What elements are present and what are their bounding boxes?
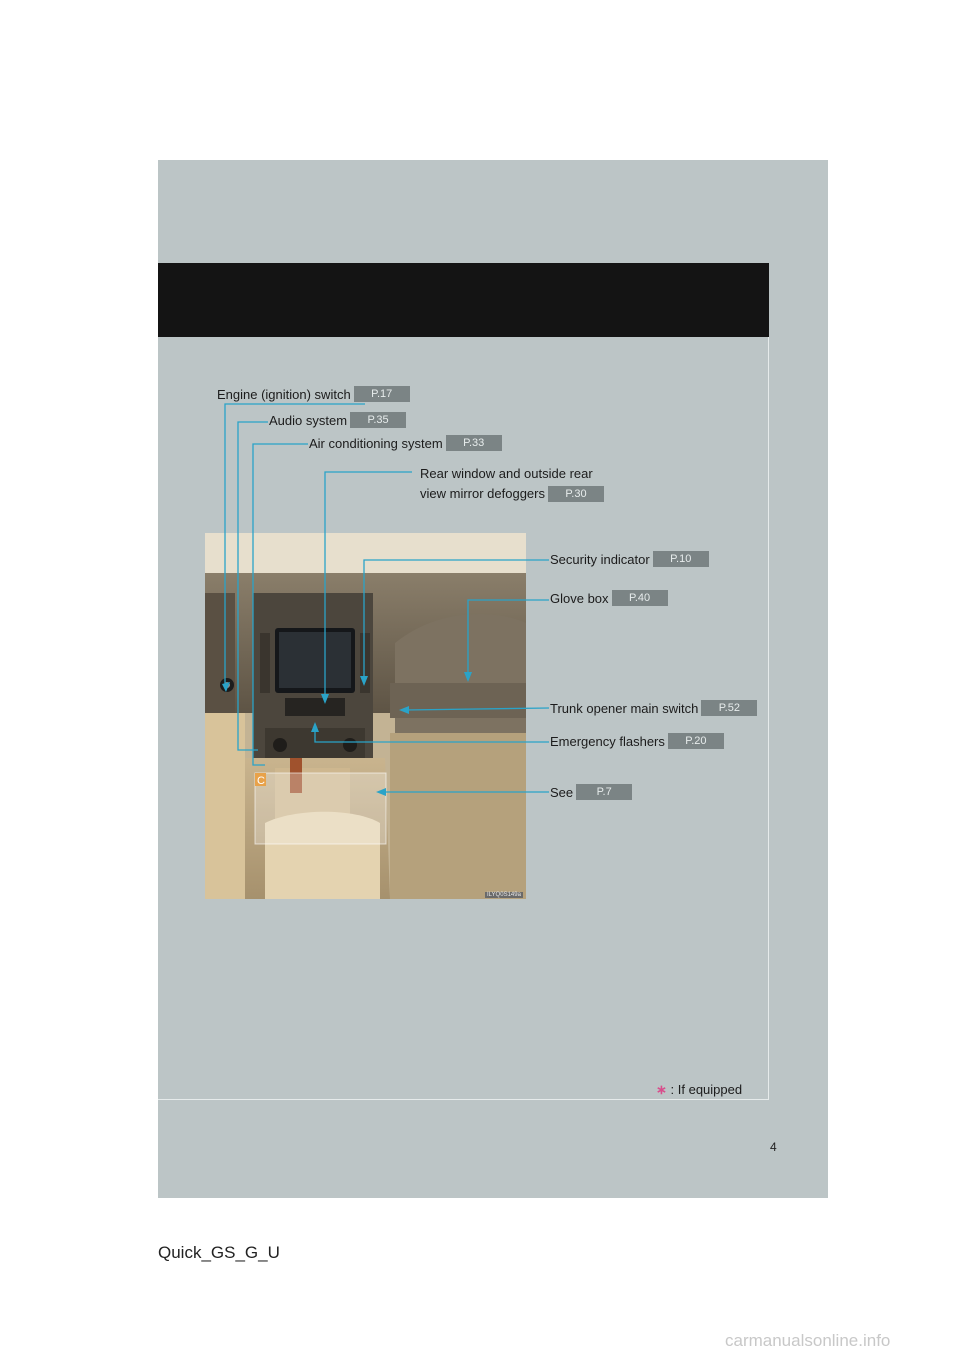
arrowhead	[464, 672, 472, 682]
page-number: 4	[770, 1140, 777, 1154]
arrowhead	[222, 682, 230, 692]
footnote	[656, 1082, 742, 1098]
callout-label: Glove box	[550, 590, 609, 606]
page-ref-badge[interactable]: P.30	[548, 486, 604, 502]
callout-air-conditioning	[309, 435, 502, 451]
page-ref-badge[interactable]: P.52	[701, 700, 757, 716]
callout-security-indicator	[550, 551, 709, 567]
callout-engine-switch	[217, 386, 410, 402]
arrowhead	[321, 694, 329, 704]
leader-emergency-flashers	[315, 728, 549, 742]
leader-security-indicator	[364, 560, 549, 682]
document-code: Quick_GS_G_U	[158, 1243, 280, 1262]
watermark: carmanualsonline.info	[725, 1331, 891, 1350]
page-ref-badge[interactable]: P.33	[446, 435, 502, 451]
page-ref-badge[interactable]: P.35	[350, 412, 406, 428]
arrowhead	[376, 788, 386, 796]
arrowhead	[360, 676, 368, 686]
callout-label: Emergency flashers	[550, 733, 665, 749]
page-ref-badge[interactable]: P.7	[576, 784, 632, 800]
page-ref-badge[interactable]: P.10	[653, 551, 709, 567]
image-code: ILYQ0S149a	[487, 892, 521, 898]
callout-label: Security indicator	[550, 551, 650, 567]
callout-label: Engine (ignition) switch	[217, 386, 351, 402]
callout-label: Trunk opener main switch	[550, 700, 699, 716]
leader-trunk-opener	[405, 708, 549, 710]
callout-rear-defoggers	[420, 464, 604, 504]
leader-air-conditioning	[253, 444, 308, 765]
region-letter: C	[257, 775, 265, 787]
page-ref-badge[interactable]: P.17	[354, 386, 410, 402]
leader-rear-defoggers	[325, 472, 412, 700]
callout-audio-system	[269, 412, 406, 428]
arrowhead	[399, 706, 409, 714]
callout-see	[550, 784, 632, 800]
page-ref-badge[interactable]: P.20	[668, 733, 724, 749]
page-ref-badge[interactable]: P.40	[612, 590, 668, 606]
asterisk-icon: ∗	[656, 1082, 667, 1097]
leader-glove-box	[468, 600, 549, 678]
callout-label: See	[550, 784, 574, 800]
arrowhead	[311, 722, 319, 732]
callout-label: Audio system	[269, 412, 348, 428]
callout-trunk-opener	[550, 700, 757, 716]
callout-label: Rear window and outside rear	[420, 466, 593, 481]
callout-glove-box	[550, 590, 668, 606]
callout-label: Air conditioning system	[309, 435, 443, 451]
footnote-text: : If equipped	[670, 1082, 743, 1097]
callout-emergency-flashers	[550, 733, 724, 749]
callout-label: view mirror defoggers	[420, 486, 545, 501]
